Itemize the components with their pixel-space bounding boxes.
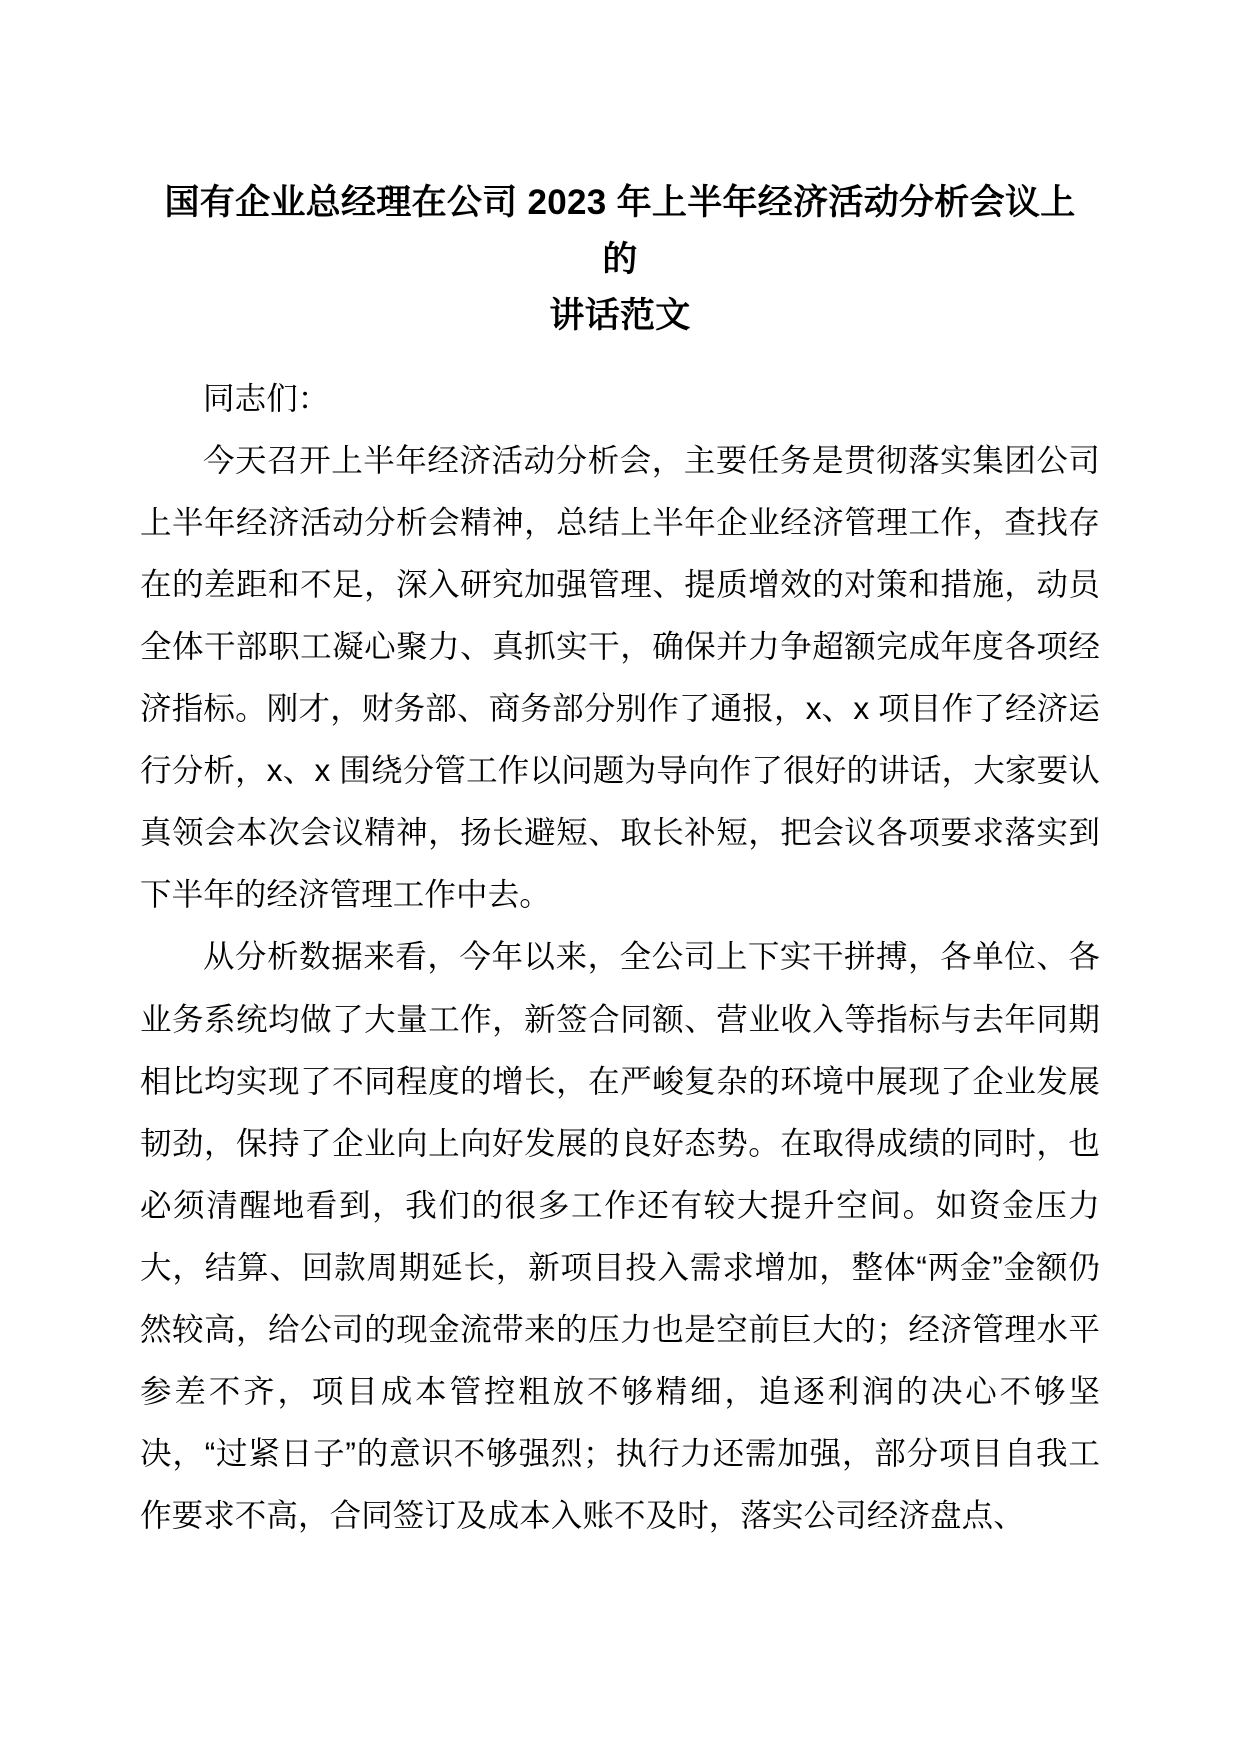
body-paragraph-1: 今天召开上半年经济活动分析会，主要任务是贯彻落实集团公司上半年经济活动分析会精神，总结上半年企业经济管理工作，查找存在的差距和不足，深入研究加强管理、提质增效的对策和措施，动员全体干部职工凝心聚力、真抓实干，确保并力争超额完成年度各项经济指标。刚才，财务部、商务部分别作了通报，x、x 项目作了经济运行分析，x、x 围绕分管工作以问题为导向作了很好的讲话，大家要认真领会本次会议精神，扬长避短、取长补短，把会议各项要求落实到下半年的经济管理工作中去。: [140, 442, 1100, 913]
page-title: [140, 175, 1100, 345]
title-line-1: 国有企业总经理在公司 2023 年上半年经济活动分析会议上的: [164, 183, 1076, 279]
document-body: [140, 367, 1100, 1546]
salutation: 同志们：: [203, 380, 330, 417]
body-paragraph-2: 从分析数据来看，今年以来，全公司上下实干拼搏，各单位、各业务系统均做了大量工作，新签合同额、营业收入等指标与去年同期相比均实现了不同程度的增长，在严峻复杂的环境中展现了企业发展韧劲，保持了企业向上向好发展的良好态势。在取得成绩的同时，也必须清醒地看到，我们的很多工作还有较大提升空间。如资金压力大，结算、回款周期延长，新项目投入需求增加，整体“两金”金额仍然较高，给公司的现金流带来的压力也是空前巨大的；经济管理水平参差不齐，项目成本管控粗放不够精细，追逐利润的决心不够坚决，“过紧日子”的意识不够强烈；执行力还需加强，部分项目自我工作要求不高，合同签订及成本入账不及时，落实公司经济盘点、: [140, 938, 1100, 1533]
title-line-2: 讲话范文: [549, 296, 691, 336]
